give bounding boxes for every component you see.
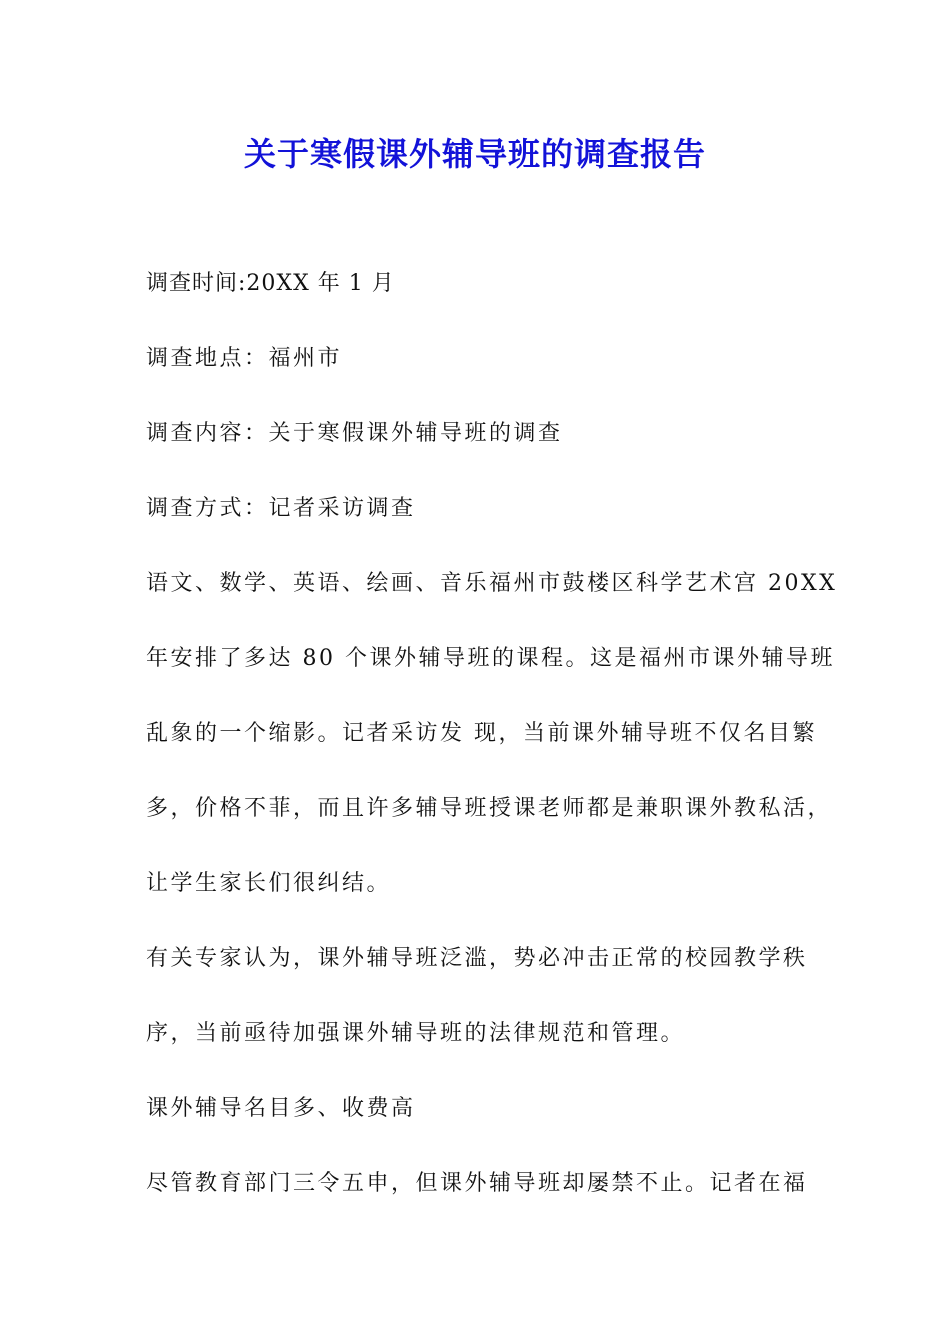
- survey-method: 调查方式：记者采访调查: [146, 496, 416, 521]
- paragraph-line: 乱象的一个缩影。记者采访发 现，当前课外辅导班不仅名目繁: [146, 721, 817, 746]
- paragraph-line: 语文、数学、英语、绘画、音乐福州市鼓楼区科学艺术宫 20XX: [146, 571, 838, 596]
- paragraph-line: 尽管教育部门三令五申，但课外辅导班却屡禁不止。记者在福: [146, 1171, 808, 1196]
- paragraph-line: 多，价格不菲，而且许多辅导班授课老师都是兼职课外教私活，: [146, 796, 833, 821]
- paragraph-line: 年安排了多达 80 个课外辅导班的课程。这是福州市课外辅导班: [146, 646, 835, 671]
- paragraph-line: 有关专家认为，课外辅导班泛滥，势必冲击正常的校园教学秩: [146, 946, 808, 971]
- paragraph-line: 序，当前亟待加强课外辅导班的法律规范和管理。: [146, 1021, 686, 1046]
- document-title: 关于寒假课外辅导班的调查报告: [243, 135, 706, 173]
- section-heading: 课外辅导名目多、收费高: [146, 1096, 416, 1121]
- survey-content: 调查内容：关于寒假课外辅导班的调查: [146, 421, 563, 446]
- survey-time: 调查时间:20XX 年 1 月: [146, 271, 395, 296]
- survey-location: 调查地点：福州市: [146, 346, 343, 371]
- paragraph-line: 让学生家长们很纠结。: [146, 871, 392, 896]
